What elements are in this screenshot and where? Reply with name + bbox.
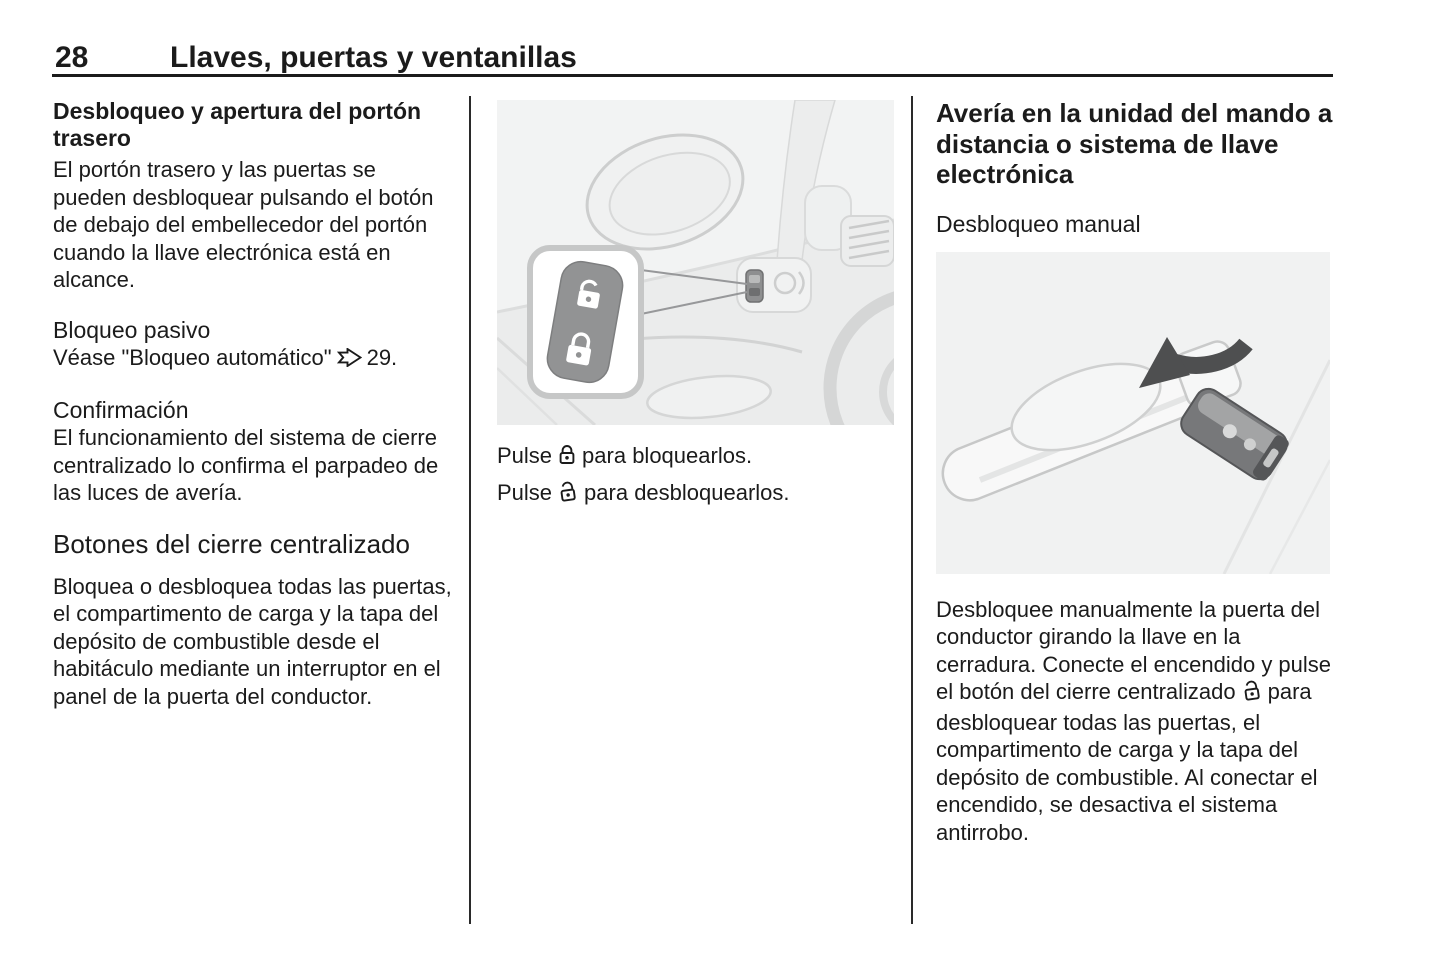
caption-text: Pulse: [497, 479, 553, 505]
caption-press-to-unlock: [497, 479, 894, 510]
column-1: [53, 98, 453, 710]
reference-text: Véase "Bloqueo automático": [53, 344, 332, 370]
chapter-title: Llaves, puertas y ventanillas: [170, 41, 577, 74]
caption-text: Pulse: [497, 443, 553, 468]
door-switch-module: [737, 258, 811, 312]
door-handle-illustration-svg: [936, 252, 1330, 574]
lock-open-icon: [1241, 679, 1263, 709]
para-manual-unlock: [936, 596, 1338, 847]
para-text: Desbloquee manualmente la puerta del conductor girando la llave en la cerradura. Conecte el encendido y pulse el botón del cierre centralizado: [936, 596, 1332, 704]
column-3: [936, 98, 1338, 846]
caption-text: para desbloquearlos.: [584, 479, 790, 505]
page-number: 28: [55, 41, 89, 74]
heading-central-locking-buttons: Botones del cierre centralizado: [53, 528, 410, 559]
para-text: para desbloquear todas las puertas, el compartimento de carga y la tapa del depósito de combustible. Al conectar el encendido, se desactiva el sistema antirrobo.: [936, 679, 1318, 845]
heading-passive-locking: Bloqueo pasivo: [53, 316, 211, 343]
door-handle-key-illustration: [936, 252, 1330, 574]
page-reference-arrow-icon: [337, 346, 362, 374]
heading-tailgate-unlock: Desbloqueo y apertura del portón trasero: [53, 98, 422, 151]
reference-page-number: 29.: [366, 344, 398, 370]
heading-manual-unlock: Desbloqueo manual: [936, 210, 1141, 237]
heading-confirmation: Confirmación: [53, 397, 189, 423]
lock-closed-icon: [557, 443, 577, 473]
caption-text: para bloquearlos.: [582, 443, 753, 468]
column-2: [497, 100, 894, 509]
para-passive-locking-reference: [53, 344, 453, 374]
para-central-locking-buttons: Bloquea o desbloquea todas las puertas, el compartimento de carga y la tapa del depósito de combustible desde el habitáculo mediante un interruptor en el panel de la puerta del conductor.: [53, 573, 452, 709]
door-panel-lock-buttons-illustration: [497, 100, 894, 425]
caption-press-to-lock: [497, 442, 894, 473]
column-divider-right: [911, 96, 913, 924]
column-divider-left: [469, 96, 471, 924]
para-confirmation: El funcionamiento del sistema de cierre centralizado lo confirma el parpadeo de las luces de avería.: [53, 425, 439, 505]
para-tailgate-unlock: El portón trasero y las puertas se pueden desbloquear pulsando el botón de debajo del embellecedor del portón cuando la llave electrónica está en alcance.: [53, 157, 434, 292]
header-rule: [52, 74, 1333, 77]
dashboard-vent: [841, 216, 894, 266]
heading-remote-fault: Avería en la unidad del mando a distancia o sistema de llave electrónica: [936, 98, 1333, 189]
lock-open-icon: [557, 480, 579, 510]
door-panel-illustration-svg: [497, 100, 894, 425]
